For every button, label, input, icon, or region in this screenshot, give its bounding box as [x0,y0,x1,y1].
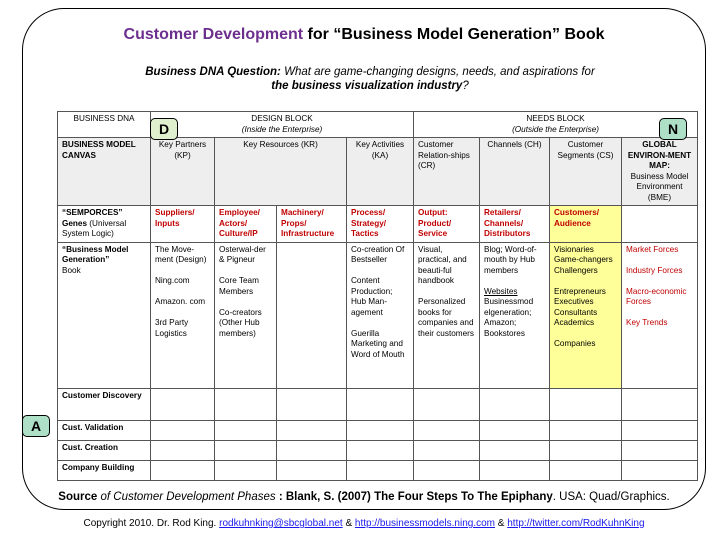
header-business-dna: BUSINESS DNA [58,112,151,138]
phase-cell [277,388,347,420]
canvas-label: BUSINESS MODEL CANVAS [58,138,151,206]
phase-cell [151,440,215,460]
phase-cell [414,460,480,480]
design-block-title: DESIGN BLOCK [251,114,313,123]
design-block-sub: (Inside the Enterprise) [241,124,323,134]
business-model-table [57,111,698,481]
ka-item: Co-creation Of Bestseller [351,244,405,264]
semporces-row [58,206,698,243]
book-label-title: “Business Model Generation” [62,244,129,264]
cr-item: Personalized books for companies and their customers [418,297,474,338]
source-title: Customer Development Phases [113,491,276,503]
needs-block-sub: (Outside the Enterprise) [512,124,599,134]
ning-link[interactable]: http://businessmodels.ning.com [354,518,495,529]
source-label: Source [58,491,98,503]
canvas-bme [622,138,698,206]
book-ka [347,242,414,388]
copyright-line [0,518,728,529]
kp-item: The Move-ment (Design) [155,244,207,264]
source-mid: : Blank, S. (2007) [275,491,375,503]
dna-question [110,65,630,93]
phase-cell [215,440,277,460]
semporces-suppliers: Suppliers/ Inputs [151,206,215,243]
question-emphasis: the business visualization industry [271,80,463,92]
phase-cell [414,440,480,460]
phase-label: Cust. Creation [58,440,151,460]
badge-a: A [22,415,50,437]
semporces-output: Output: Product/ Service [414,206,480,243]
ch-websites-link: Websites [484,286,518,296]
phase-row [58,440,698,460]
question-text: What are game-changing designs, needs, and aspirations for [280,66,595,78]
phase-label: Customer Discovery [58,388,151,420]
phase-cell [480,388,550,420]
page-title [0,26,728,44]
badge-n: N [659,118,687,140]
bme-item: Key Trends [626,318,668,327]
phase-cell [550,388,622,420]
badge-d: D [150,118,178,140]
bme-sub: Business Model Environment (BME) [630,171,689,202]
book-cs [550,242,622,388]
phase-label: Cust. Validation [58,420,151,440]
book-empty [277,242,347,388]
source-citation [0,491,728,503]
ch-item: Businessmod elgeneration; Amazon; Bookstores [484,297,534,338]
phase-cell [622,388,698,420]
phase-cell [151,420,215,440]
header-needs-block [414,112,698,138]
ka-item: Guerilla Marketing and Word of Mouth [351,328,405,359]
semporces-label [58,206,151,243]
question-label: Business DNA Question: [145,66,281,78]
semporces-genes-sub: (Universal System Logic) [62,218,127,238]
phase-cell [215,388,277,420]
canvas-kp: Key Partners (KP) [151,138,215,206]
semporces-process: Process/ Strategy/ Tactics [347,206,414,243]
canvas-cr: Customer Relation-ships (CR) [414,138,480,206]
kp-item: Amazon. com [155,297,206,306]
book-cr [414,242,480,388]
cs-item: Visionaries Game-changers Challengers [554,244,613,275]
phase-cell [347,440,414,460]
semporces-customers: Customers/ Audience [550,206,622,243]
copyright-amp: & [342,518,355,529]
copyright-amp: & [495,518,508,529]
phase-cell [550,420,622,440]
copyright-text: Copyright 2010. Dr. Rod King. [83,518,220,529]
book-bme [622,242,698,388]
phase-cell [347,388,414,420]
phase-cell [480,420,550,440]
bme-title: GLOBAL ENVIRON-MENT MAP: [627,140,692,170]
kr-item: Co-creators (Other Hub members) [219,307,262,338]
book-row [58,242,698,388]
phase-row [58,460,698,480]
book-kp [151,242,215,388]
canvas-row [58,138,698,206]
bme-item: Macro-economic Forces [626,286,687,306]
phase-cell [277,440,347,460]
semporces-employee: Employee/ Actors/ Culture/IP [215,206,277,243]
bme-item: Industry Forces [626,265,683,275]
semporces-title: “SEMPORCES” [62,208,123,217]
phase-cell [347,460,414,480]
cs-item: Entrepreneurs Executives Consultants Academics [554,286,606,327]
phase-cell [480,440,550,460]
book-label [58,242,151,388]
kp-item: Ning.com [155,276,190,285]
email-link[interactable]: rodkuhnking@sbcglobal.net [219,518,343,529]
bme-item: Market Forces [626,244,679,254]
phase-cell [480,460,550,480]
canvas-kr: Key Resources (KR) [215,138,347,206]
canvas-cs: Customer Segments (CS) [550,138,622,206]
book-ch [480,242,550,388]
question-end: ? [462,80,469,92]
phase-cell [215,420,277,440]
phase-cell [622,420,698,440]
book-label-sub: Book [62,265,81,275]
needs-block-title: NEEDS BLOCK [526,114,585,123]
book-kr [215,242,277,388]
phase-row [58,388,698,420]
semporces-empty [622,206,698,243]
header-design-block [151,112,414,138]
semporces-genes: Genes [62,218,88,228]
kp-item: 3rd Party Logistics [155,318,189,338]
phase-cell [151,388,215,420]
phase-row [58,420,698,440]
semporces-retailers: Retailers/ Channels/ Distributors [480,206,550,243]
cr-item: Visual, practical, and beauti-ful handbook [418,244,467,285]
phase-label: Company Building [58,460,151,480]
phase-cell [550,460,622,480]
ka-item: Content Production; Hub Man-agement [351,276,393,317]
phase-cell [622,460,698,480]
phase-cell [215,460,277,480]
semporces-machinery: Machinery/ Props/ Infrastructure [277,206,347,243]
phase-cell [151,460,215,480]
title-customer-development: Customer Development [123,26,304,43]
canvas-ka: Key Activities (KA) [347,138,414,206]
phase-cell [622,440,698,460]
phase-cell [347,420,414,440]
canvas-ch: Channels (CH) [480,138,550,206]
ch-item: Blog; Word-of-mouth by Hub members [484,244,537,275]
twitter-link[interactable]: http://twitter.com/RodKuhnKing [507,518,645,529]
phase-cell [414,420,480,440]
phase-cell [414,388,480,420]
cs-item: Companies [554,339,596,348]
source-end: . USA: Quad/Graphics. [552,491,670,503]
phase-cell [277,460,347,480]
source-of: of [97,491,114,503]
phase-cell [277,420,347,440]
kr-item: Osterwal-der & Pigneur [219,244,266,264]
source-book: The Four Steps To The Epiphany [374,491,553,503]
title-rest: for “Business Model Generation” Book [303,26,605,43]
kr-item: Core Team Members [219,276,259,296]
phase-cell [550,440,622,460]
